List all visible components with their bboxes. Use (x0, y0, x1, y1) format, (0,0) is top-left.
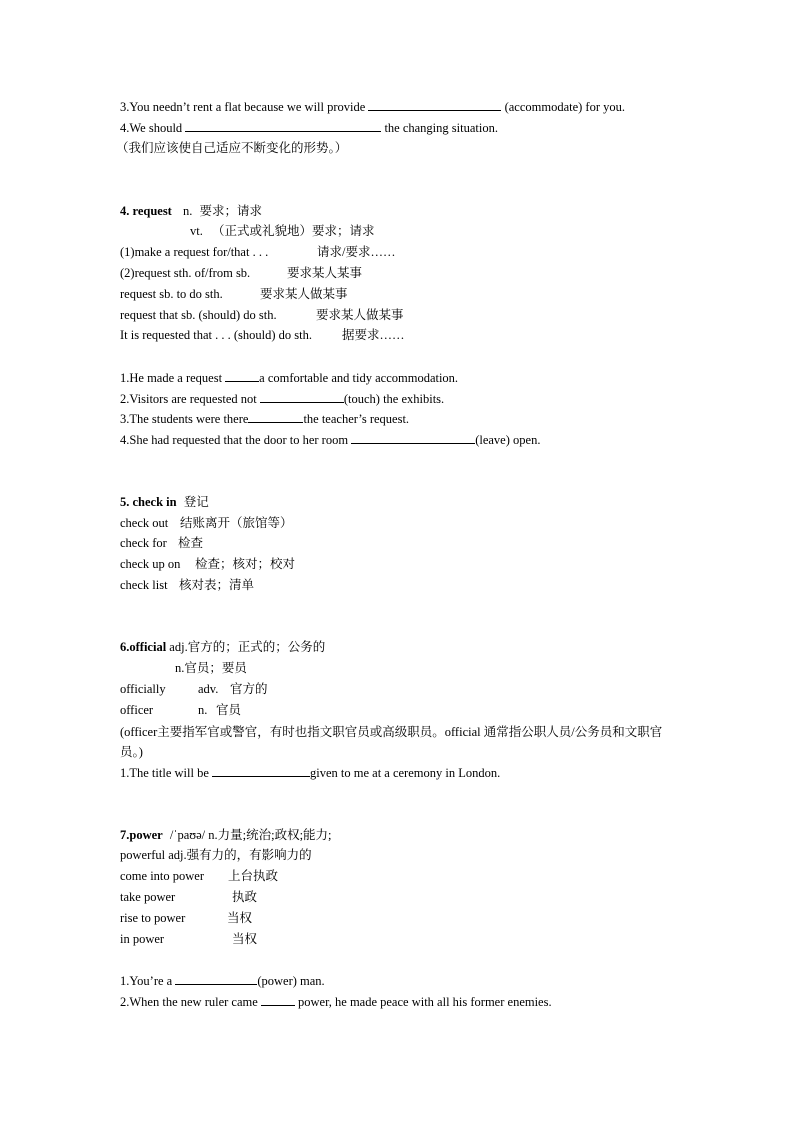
phrase-en: in power (120, 932, 165, 946)
part-of-speech: n. (198, 703, 208, 717)
answer-blank[interactable] (225, 369, 259, 382)
answer-blank[interactable] (368, 98, 501, 111)
part-of-speech: vt. (190, 224, 203, 238)
phrase-en: check for (120, 536, 167, 550)
exercise-text: power, he made peace with all his former enemies. (298, 995, 552, 1009)
section-heading (120, 827, 332, 843)
exercise-text: 3.The students were there (120, 412, 249, 426)
phrase-line (120, 577, 254, 593)
phrase-line (120, 535, 203, 551)
phrase-en: (1)make a request for/that . . . (120, 245, 269, 259)
phrase-cn: 要求某人某事 (287, 266, 363, 280)
answer-blank[interactable] (261, 993, 295, 1006)
phrase-line (120, 910, 252, 926)
phrase-en: request that sb. (should) do sth. (120, 308, 277, 322)
exercise-text: the teacher’s request. (303, 412, 410, 426)
phrase-en: check out (120, 516, 169, 530)
exercise-line (120, 431, 540, 448)
phrase-en: It is requested that . . . (should) do sth. (120, 328, 312, 342)
phrase-cn: 当权 (227, 911, 253, 925)
part-of-speech: adv. (198, 682, 219, 696)
phrase-cn: 执政 (232, 890, 258, 904)
definition-line: n.官员；要员 (175, 661, 247, 675)
definition-line (190, 223, 375, 239)
phrase-cn: 据要求…… (342, 328, 405, 342)
section-heading (120, 639, 325, 655)
exercise-text: (power) man. (257, 974, 325, 988)
phrase-cn: 上台执政 (228, 869, 279, 883)
definition: adj.官方的；正式的；公务的 (169, 640, 326, 654)
phrase-line (120, 244, 395, 260)
phrase-line (120, 265, 362, 281)
exercise-text: (leave) open. (475, 433, 541, 447)
phrase-cn: 结账离开（旅馆等） (180, 516, 293, 530)
exercise-text: 1.You’re a (120, 974, 173, 988)
phrase-line (120, 681, 268, 697)
section-title: 4. request (120, 204, 172, 218)
part-of-speech: n. (182, 204, 193, 218)
phrase-cn: 检查；核对；校对 (195, 557, 296, 571)
exercise-line (120, 972, 325, 989)
phrase-cn: 核对表；清单 (179, 578, 255, 592)
exercise-text: a comfortable and tidy accommodation. (259, 371, 459, 385)
phrase-en: rise to power (120, 911, 186, 925)
phrase-en: check list (120, 578, 168, 592)
phrase-line (120, 307, 404, 323)
exercise-text: 3.You needn’t rent a flat because we will provide (120, 100, 366, 114)
section-heading (120, 494, 209, 510)
exercise-line (120, 764, 500, 781)
answer-blank[interactable] (351, 431, 475, 444)
answer-blank[interactable] (260, 390, 344, 403)
phrase-line (120, 889, 257, 905)
exercise-text: 4.We should (120, 121, 183, 135)
phrase-line (120, 702, 241, 718)
phrase-en: request sb. to do sth. (120, 287, 223, 301)
exercise-line (120, 119, 498, 136)
phrase-en: (2)request sth. of/from sb. (120, 266, 251, 280)
exercise-text: 1.The title will be (120, 766, 209, 780)
exercise-line (120, 98, 625, 115)
phrase-cn: 要求某人做某事 (316, 308, 404, 322)
definition: 要求；请求 (199, 204, 262, 218)
answer-blank[interactable] (212, 764, 310, 777)
section-heading (120, 203, 262, 219)
phrase-line (120, 327, 405, 343)
phrase-line (120, 515, 293, 531)
phrase-en: check up on (120, 557, 181, 571)
phrase-cn: 要求某人做某事 (260, 287, 348, 301)
answer-blank[interactable] (185, 119, 381, 132)
phrase-en: take power (120, 890, 176, 904)
answer-blank[interactable] (175, 972, 257, 985)
exercise-line (120, 993, 552, 1010)
exercise-text: the changing situation. (384, 121, 498, 135)
section-title: 5. check in (120, 495, 177, 509)
exercise-line (120, 390, 444, 407)
phrase-cn: 当权 (232, 932, 258, 946)
definition: （正式或礼貌地）要求；请求 (211, 224, 375, 238)
phrase-cn: 官方的 (230, 682, 268, 696)
phrase-en: officer (120, 703, 154, 717)
definition: /ˈpaʊə/ n.力量;统治;政权;能力; (169, 828, 332, 842)
exercise-text: (accommodate) for you. (504, 100, 625, 114)
section-title: 7.power (120, 828, 163, 842)
phrase-line (120, 931, 257, 947)
phrase-cn: 检查 (178, 536, 204, 550)
phrase-cn: 请求/要求…… (317, 245, 396, 259)
exercise-text: 4.She had requested that the door to her room (120, 433, 349, 447)
section-title: 6.official (120, 640, 167, 654)
exercise-text: given to me at a ceremony in London. (310, 766, 501, 780)
phrase-cn: 官员 (216, 703, 242, 717)
exercise-line (120, 410, 409, 427)
phrase-line (120, 286, 348, 302)
exercise-text: 1.He made a request (120, 371, 223, 385)
answer-blank[interactable] (248, 410, 303, 423)
usage-note: (officer主要指军官或警官，有时也指文职官员或高级职员。official 通常指公职人员/公务员和文职官员。) (120, 725, 663, 759)
phrase-line (120, 868, 278, 884)
translation-note: （我们应该使自己适应不断变化的形势。） (116, 141, 348, 155)
exercise-line (120, 369, 458, 386)
exercise-text: 2.When the new ruler came (120, 995, 258, 1009)
phrase-en: officially (120, 682, 166, 696)
definition-line: powerful adj.强有力的，有影响力的 (120, 848, 312, 862)
definition: 登记 (183, 495, 209, 509)
phrase-en: come into power (120, 869, 205, 883)
exercise-text: 2.Visitors are requested not (120, 392, 257, 406)
phrase-line (120, 556, 295, 572)
exercise-text: (touch) the exhibits. (343, 392, 445, 406)
